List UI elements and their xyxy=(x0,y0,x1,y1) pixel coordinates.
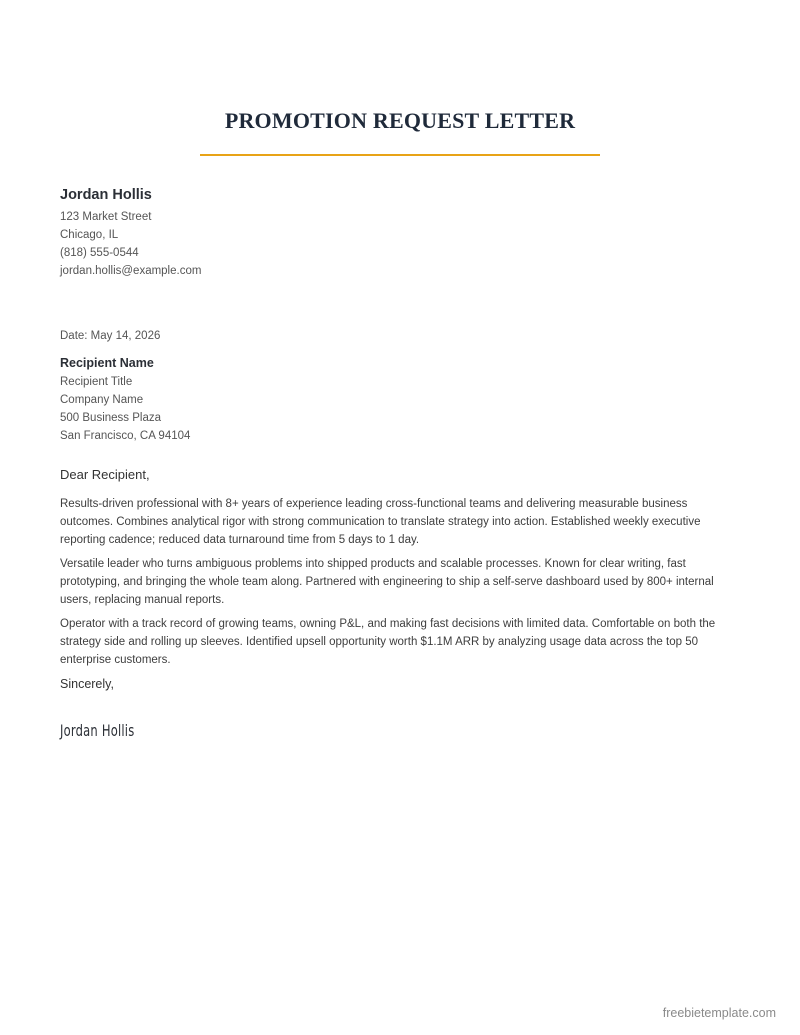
document-title: PROMOTION REQUEST LETTER xyxy=(224,108,576,133)
recipient-block xyxy=(60,355,190,445)
signature: Jordan Hollis xyxy=(60,721,135,740)
letter-date: Date: May 14, 2026 xyxy=(60,330,161,342)
sender-street: 123 Market Street xyxy=(60,211,152,223)
body-paragraph: Versatile leader who turns ambiguous problems into shipped products and scalable processes. Known for clear writing, fast prototyping, and bringing the whole team along. Partnered with engineering to ship a self-serve dashboard used by 800+ internal users, replacing manual reports. xyxy=(60,558,714,606)
title-divider xyxy=(200,154,600,156)
body-paragraph: Results-driven professional with 8+ years of experience leading cross-functional teams and delivering measurable business outcomes. Combines analytical rigor with strong communication to translate strategy into action. Established weekly executive reporting cadence; reduced data turnaround time from 5 days to 1 day. xyxy=(60,498,701,546)
salutation: Dear Recipient, xyxy=(60,467,150,482)
recipient-company: Company Name xyxy=(60,394,144,406)
recipient-city: San Francisco, CA 94104 xyxy=(60,430,191,442)
recipient-street: 500 Business Plaza xyxy=(60,412,162,424)
sender-block xyxy=(60,186,740,280)
closing: Sincerely, xyxy=(60,677,114,691)
recipient-title: Recipient Title xyxy=(60,376,133,388)
sender-email: jordan.hollis@example.com xyxy=(60,265,202,277)
sender-phone: (818) 555-0544 xyxy=(60,247,139,259)
letter-body xyxy=(60,495,740,675)
sender-name: Jordan Hollis xyxy=(60,187,152,203)
footer-site-link[interactable]: freebietemplate.com xyxy=(662,1006,776,1020)
sender-city: Chicago, IL xyxy=(60,229,119,241)
body-paragraph: Operator with a track record of growing teams, owning P&L, and making fast decisions with limited data. Comfortable on both the strategy side and rolling up sleeves. Identified upsell opportunity worth $1.1M ARR by analyzing usage data across the top 50 enterprise customers. xyxy=(60,618,716,666)
recipient-name: Recipient Name xyxy=(60,356,154,370)
